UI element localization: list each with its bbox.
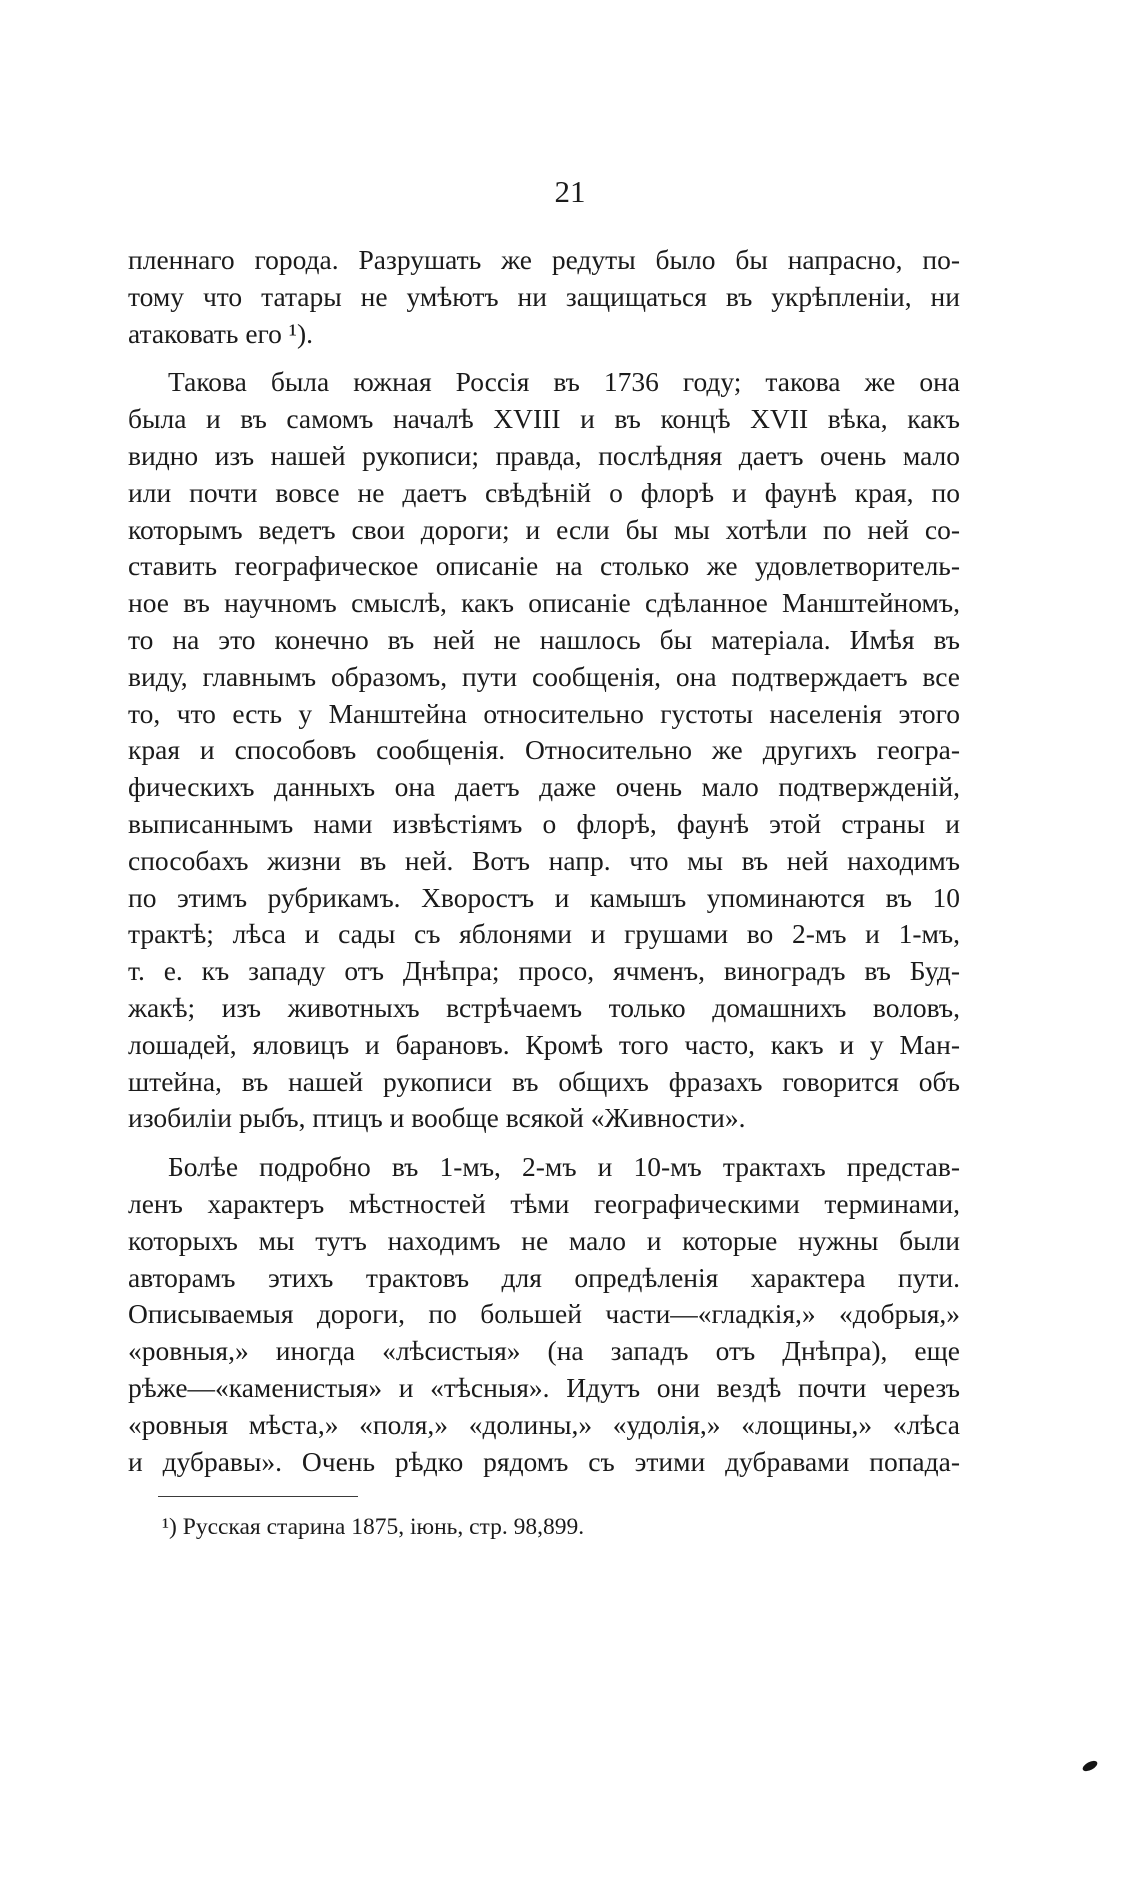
text-line: края и способовъ сообщенія. Относительно же другихъ геогра- (128, 734, 960, 766)
text-line: т. е. къ западу отъ Днѣпра; просо, ячменъ, виноградъ въ Буд- (128, 955, 960, 987)
text-line: «ровныя мѣста,» «поля,» «долины,» «удолія,» «лощины,» «лѣса (128, 1408, 960, 1440)
text-line: по этимъ рубрикамъ. Хворостъ и камышъ упоминаются въ 10 (128, 881, 960, 913)
text-line: трактѣ; лѣса и сады съ яблонями и грушами во 2-мъ и 1-мъ, (128, 918, 960, 950)
footnote-text: Русская старина 1875, іюнь, стр. 98,899. (182, 1514, 585, 1540)
text-line: способахъ жизни въ ней. Вотъ напр. что мы въ ней находимъ (128, 844, 960, 876)
paragraph-gap (128, 352, 960, 364)
page-number: 21 (554, 174, 586, 209)
footnote-divider (158, 1496, 358, 1497)
text-line: была и въ самомъ началѣ XVIII и въ концѣ XVII вѣка, какъ (128, 403, 960, 435)
body-text (128, 242, 960, 1480)
text-line: пленнаго города. Разрушать же редуты было бы напрасно, по- (128, 244, 960, 275)
text-line: атаковать его ¹). (128, 317, 314, 349)
text-line: лошадей, яловицъ и барановъ. Кромѣ того часто, какъ и у Ман- (128, 1028, 960, 1060)
text-line: штейна, въ нашей рукописи въ общихъ фразахъ говорится объ (128, 1065, 960, 1097)
text-line: Болѣе подробно въ 1-мъ, 2-мъ и 10-мъ трактахъ представ- (168, 1151, 960, 1183)
ink-speck-icon (1081, 1759, 1099, 1774)
text-line: то, что есть у Манштейна относительно густоты населенія этого (128, 697, 960, 729)
text-line: рѣже—«каменистыя» и «тѣсныя». Идутъ они вездѣ почти черезъ (128, 1371, 960, 1403)
text-line: и дубравы». Очень рѣдко рядомъ съ этими дубравами попада- (128, 1445, 960, 1477)
text-line: ное въ научномъ смыслѣ, какъ описаніе сдѣланное Манштейномъ, (128, 587, 960, 619)
text-line: жакѣ; изъ животныхъ встрѣчаемъ только домашнихъ воловъ, (128, 991, 960, 1023)
text-line: изобиліи рыбъ, птицъ и вообще всякой «Живности». (128, 1102, 746, 1134)
text-line: или почти вовсе не даетъ свѣдѣній о флорѣ и фаунѣ края, по (128, 476, 960, 508)
text-line: ленъ характеръ мѣстностей тѣми географическими терминами, (128, 1187, 960, 1219)
text-line: фическихъ данныхъ она даетъ даже очень мало подтвержденій, (128, 771, 960, 803)
text-line: выписаннымъ нами извѣстіямъ о флорѣ, фаунѣ этой страны и (128, 807, 960, 839)
footnote-marker: ¹) (162, 1514, 177, 1540)
text-line: которымъ ведетъ свои дороги; и если бы мы хотѣли по ней со- (128, 513, 960, 545)
text-line: ставить географическое описаніе на столько же удовлетворитель- (128, 550, 960, 582)
footnote (162, 1512, 584, 1542)
text-line: тому что татары не умѣютъ ни защищаться въ укрѣпленіи, ни (128, 280, 960, 312)
text-line: которыхъ мы тутъ находимъ не мало и которые нужны были (128, 1224, 960, 1256)
text-line: авторамъ этихъ трактовъ для опредѣленія характера пути. (128, 1261, 960, 1293)
text-line: то на это конечно въ ней не нашлось бы матеріала. Имѣя въ (128, 623, 960, 655)
text-line: видно изъ нашей рукописи; правда, послѣдняя даетъ очень мало (128, 439, 960, 471)
paragraph-gap (128, 1137, 960, 1149)
text-line: Такова была южная Россія въ 1736 году; такова же она (168, 366, 960, 398)
text-line: «ровныя,» иногда «лѣсистыя» (на западъ отъ Днѣпра), еще (128, 1335, 960, 1367)
text-line: виду, главнымъ образомъ, пути сообщенія, она подтверждаетъ все (128, 660, 960, 692)
text-line: Описываемыя дороги, по большей части—«гладкія,» «добрыя,» (128, 1298, 960, 1330)
